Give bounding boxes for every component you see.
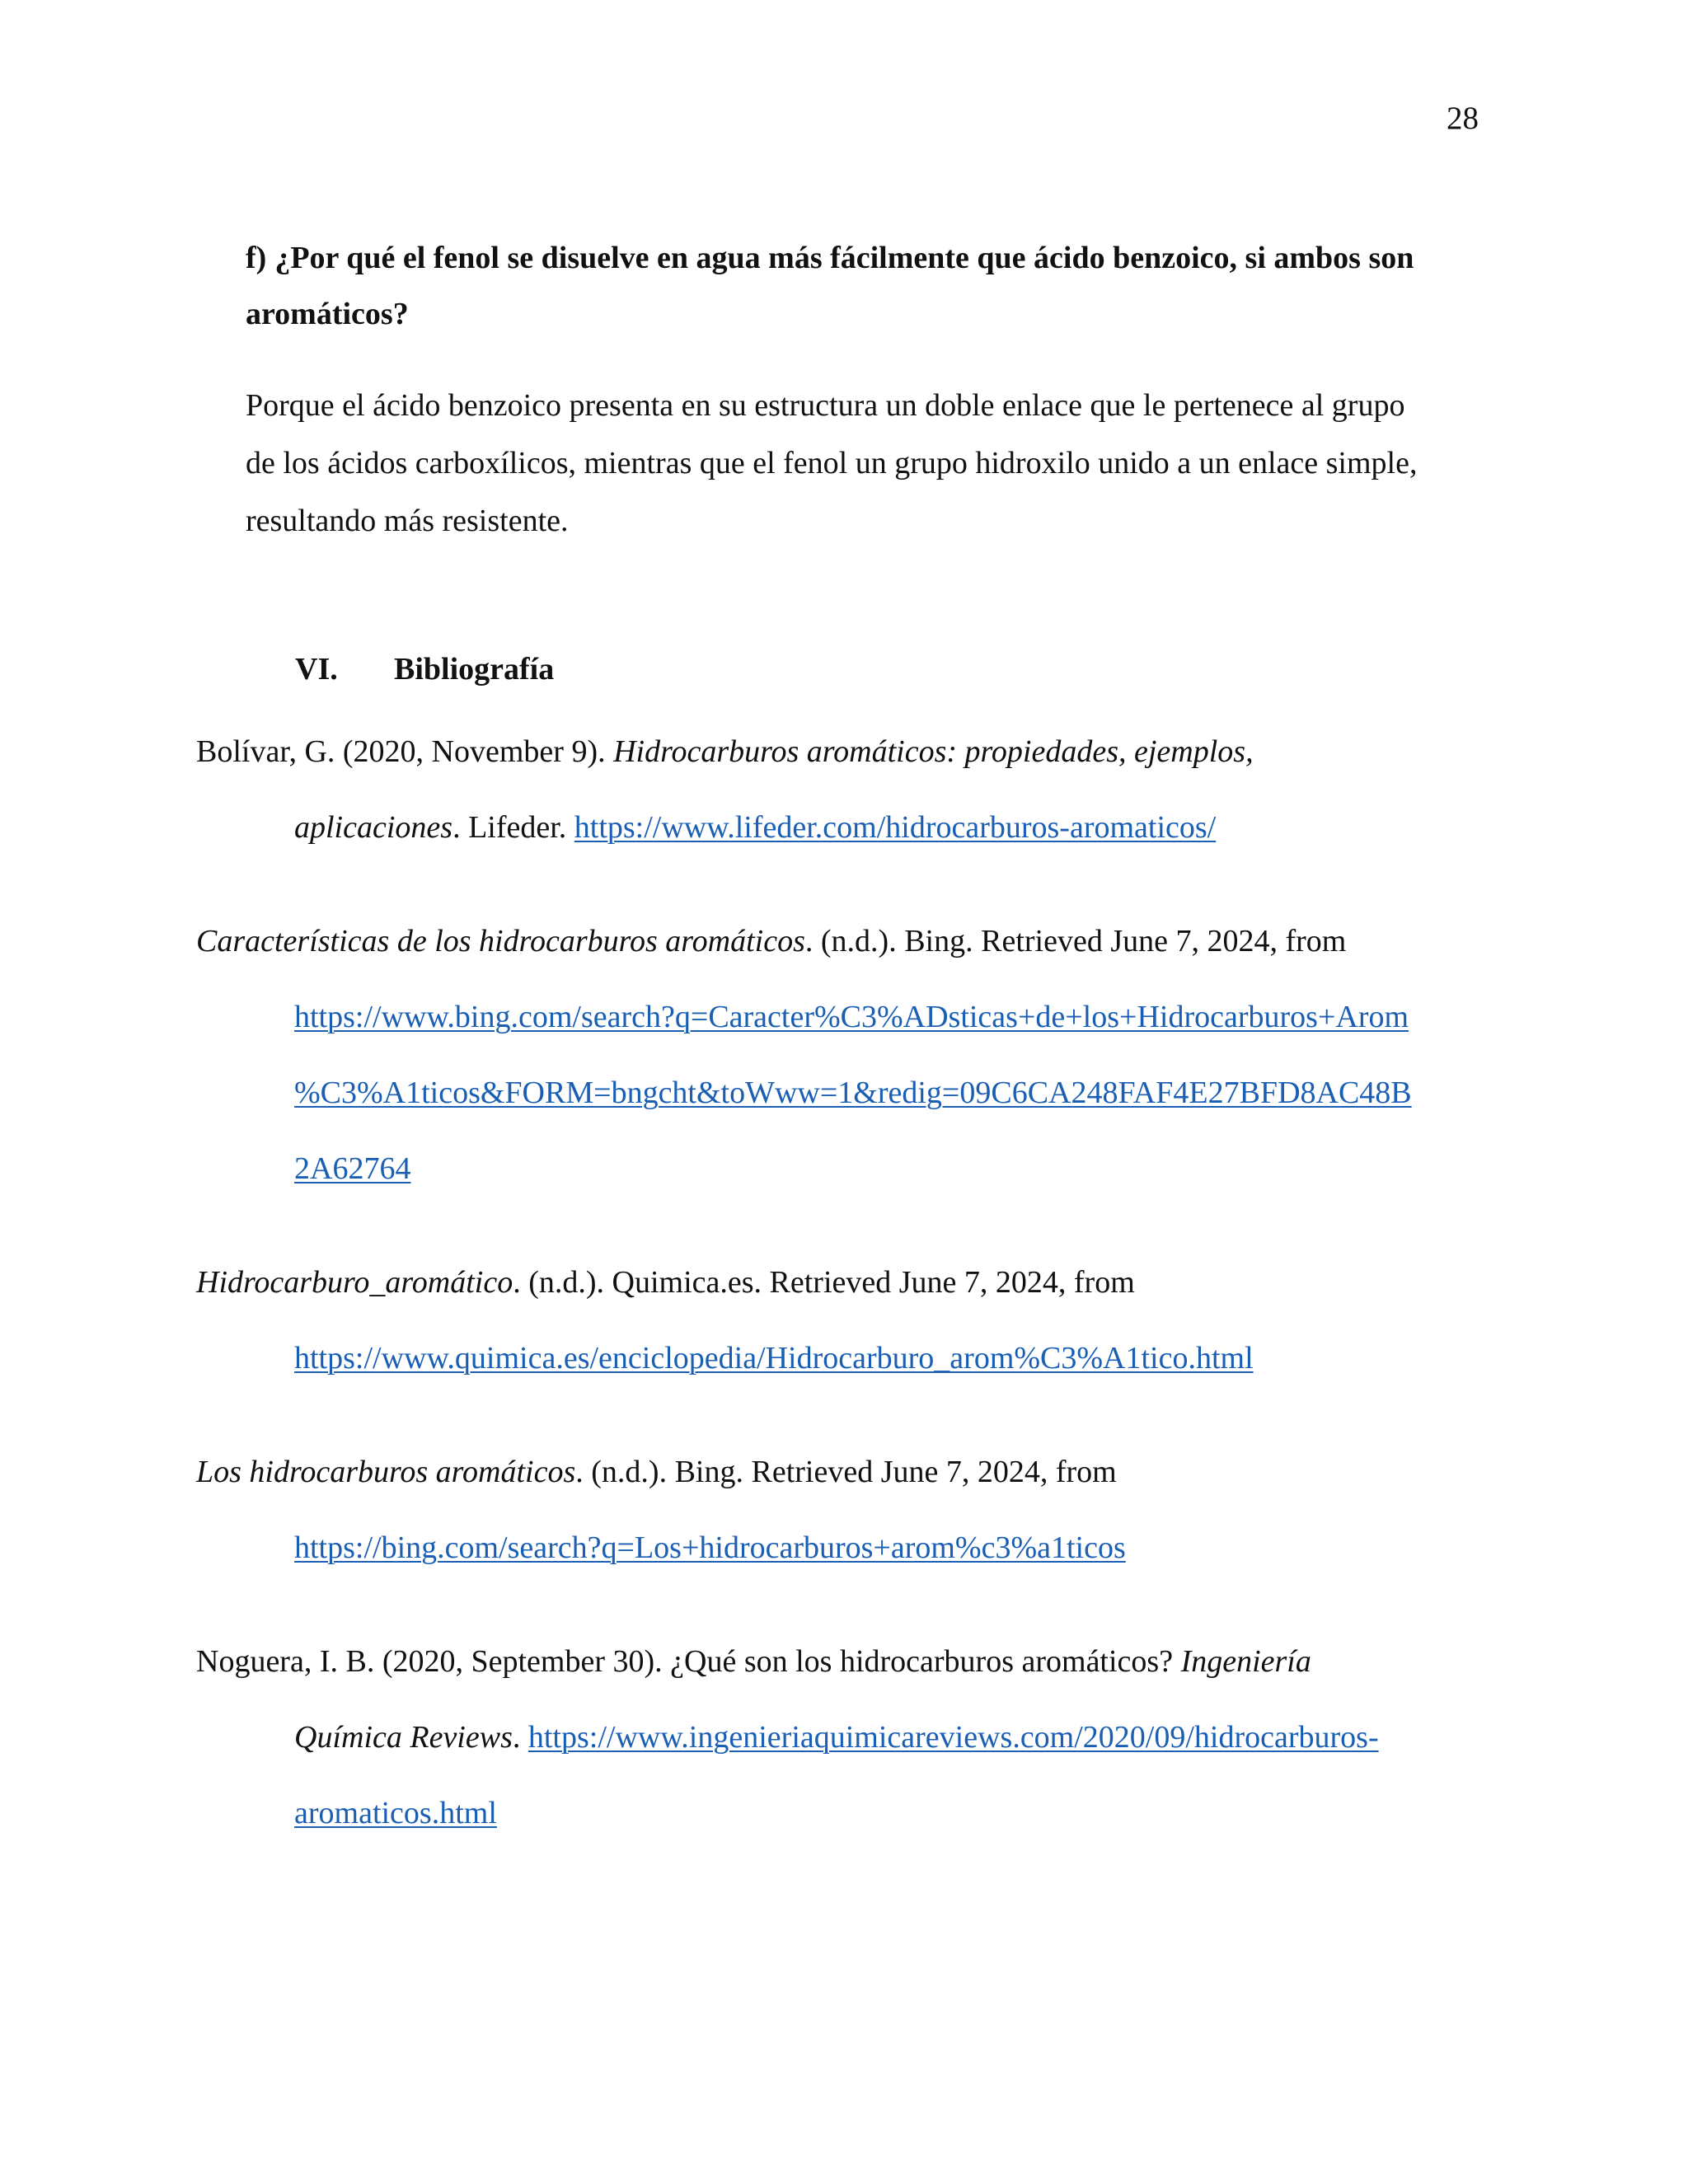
- reference-link[interactable]: %C3%A1ticos&FORM=bngcht&toWww=1&redig=09C6CA248FAF4E27BFD8AC48B: [294, 1076, 1412, 1110]
- section-heading: [295, 646, 554, 692]
- section-title: Bibliografía: [394, 652, 555, 687]
- reference-entry: [196, 1434, 1482, 1586]
- reference-text: Noguera, I. B. (2020, September 30). ¿Qué son los hidrocarburos aromáticos?: [196, 1644, 1181, 1679]
- section-number: VI.: [295, 652, 338, 687]
- reference-link[interactable]: https://bing.com/search?q=Los+hidrocarburos+arom%c3%a1ticos: [294, 1530, 1126, 1565]
- reference-text: . (n.d.). Bing. Retrieved June 7, 2024, from: [804, 924, 1347, 958]
- reference-line: [196, 1320, 1482, 1396]
- answer-line: de los ácidos carboxílicos, mientras que el fenol un grupo hidroxilo unido a un enlace simple,: [246, 446, 1418, 480]
- reference-link[interactable]: https://www.bing.com/search?q=Caracter%C3%ADsticas+de+los+Hidrocarburos+Arom: [294, 1000, 1409, 1034]
- reference-title: Química Reviews: [294, 1720, 513, 1755]
- page-number: 28: [1447, 101, 1479, 136]
- reference-title: Características de los hidrocarburos aromáticos: [196, 924, 805, 958]
- reference-link[interactable]: https://www.lifeder.com/hidrocarburos-aromaticos/: [574, 810, 1217, 845]
- question-text-1: ¿Por qué el fenol se disuelve en agua más fácilmente que ácido benzoico, si ambos son: [274, 241, 1414, 275]
- question-line-1: [246, 230, 1482, 286]
- reference-title: Ingeniería: [1180, 1644, 1311, 1679]
- reference-entry: [196, 714, 1482, 865]
- reference-text: . Lifeder.: [452, 810, 574, 845]
- reference-link[interactable]: 2A62764: [294, 1151, 411, 1186]
- answer-paragraph: [246, 377, 1482, 550]
- reference-line: [196, 790, 1482, 865]
- reference-entry: [196, 1244, 1482, 1396]
- question-label: f): [246, 241, 267, 275]
- reference-text: . (n.d.). Bing. Retrieved June 7, 2024, from: [575, 1455, 1117, 1489]
- reference-title: Hidrocarburo_aromático: [196, 1265, 513, 1300]
- reference-line: [196, 1775, 1482, 1851]
- reference-link[interactable]: aromaticos.html: [294, 1796, 497, 1830]
- reference-line: [196, 979, 1482, 1055]
- reference-line: [196, 1624, 1482, 1699]
- reference-text: Bolívar, G. (2020, November 9).: [196, 734, 614, 769]
- reference-line: [196, 714, 1482, 790]
- reference-line: [196, 1434, 1482, 1510]
- reference-entry: [196, 903, 1482, 1207]
- reference-text: .: [512, 1720, 528, 1755]
- reference-line: [196, 1055, 1482, 1131]
- reference-line: [196, 1699, 1482, 1775]
- question-line-2: aromáticos?: [246, 297, 409, 331]
- answer-line: Porque el ácido benzoico presenta en su estructura un doble enlace que le pertenece al grupo: [246, 388, 1405, 423]
- reference-text: . (n.d.). Quimica.es. Retrieved June 7, 2024, from: [513, 1265, 1135, 1300]
- reference-line: [196, 903, 1482, 979]
- reference-entry: [196, 1624, 1482, 1851]
- reference-line: [196, 1510, 1482, 1586]
- reference-title: Hidrocarburos aromáticos: propiedades, ejemplos,: [613, 734, 1254, 769]
- reference-title: aplicaciones: [294, 810, 453, 845]
- reference-link[interactable]: https://www.quimica.es/enciclopedia/Hidrocarburo_arom%C3%A1tico.html: [294, 1341, 1254, 1376]
- answer-line: resultando más resistente.: [246, 504, 569, 538]
- reference-line: [196, 1131, 1482, 1207]
- reference-line: [196, 1244, 1482, 1320]
- reference-title: Los hidrocarburos aromáticos: [196, 1455, 576, 1489]
- question-heading: [246, 230, 1482, 342]
- reference-link[interactable]: https://www.ingenieriaquimicareviews.com/2020/09/hidrocarburos-: [528, 1720, 1379, 1755]
